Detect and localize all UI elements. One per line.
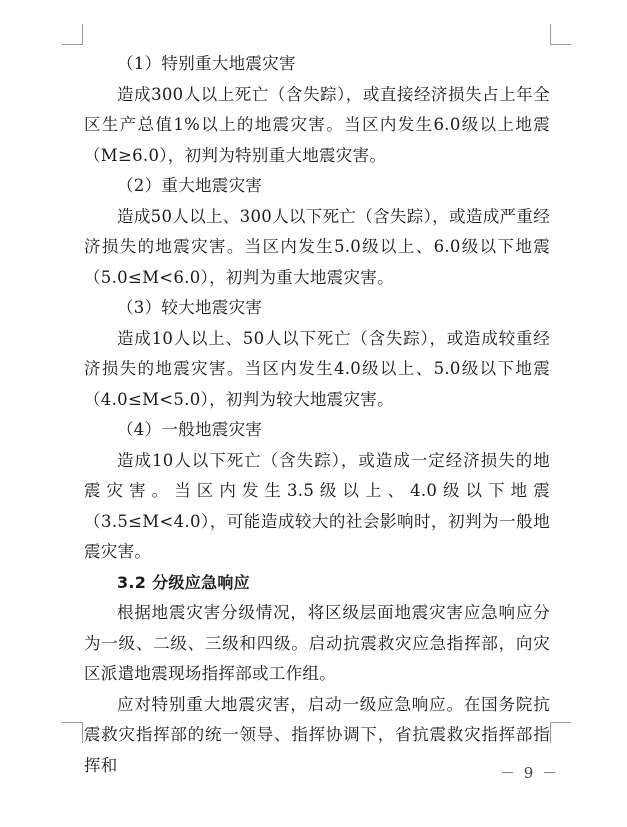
crop-mark-top-left bbox=[62, 24, 83, 45]
subheading-level-4: （4）一般地震灾害 bbox=[117, 420, 263, 439]
subheading-level-1: （1）特别重大地震灾害 bbox=[117, 54, 296, 73]
subheading-level-2: （2）重大地震灾害 bbox=[117, 176, 263, 195]
page-number: － 9 － bbox=[500, 764, 560, 782]
crop-mark-top-right bbox=[550, 24, 571, 45]
paragraph-level-3-definition: 造成10人以上、50人以下死亡（含失踪），或造成较重经济损失的地震灾害。当区内发生4.0级以上、5.0级以下地震（4.0≤M<5.0），初判为较大地震灾害。 bbox=[84, 328, 550, 409]
paragraph-response-levels: 根据地震灾害分级情况，将区级层面地震灾害应急响应分为一级、二级、三级和四级。启动抗震救灾应急指挥部，向灾区派遣地震现场指挥部或工作组。 bbox=[84, 603, 550, 683]
paragraph-level-2-definition: 造成50人以上、300人以下死亡（含失踪），或造成严重经济损失的地震灾害。当区内发生5.0级以上、6.0级以下地震（5.0≤M<6.0），初判为重大地震灾害。 bbox=[84, 206, 550, 287]
crop-mark-bottom-right bbox=[550, 722, 571, 743]
crop-mark-bottom-left bbox=[62, 722, 83, 743]
paragraph-level-4-definition: 造成10人以下死亡（含失踪），或造成一定经济损失的地震灾害。当区内发生3.5级以上、4.0级以下地震（3.5≤M<4.0），可能造成较大的社会影响时，初判为一般地震灾害。 bbox=[84, 450, 550, 561]
paragraph-level-1-response: 应对特别重大地震灾害，启动一级应急响应。在国务院抗震救灾指挥部的统一领导、指挥协调下，省抗震救灾指挥部指挥和 bbox=[84, 694, 550, 775]
subheading-level-3: （3）较大地震灾害 bbox=[117, 298, 263, 317]
section-title: 3.2 分级应急响应 bbox=[117, 572, 250, 592]
paragraph-level-1-definition: 造成300人以上死亡（含失踪），或直接经济损失占上年全区生产总值1%以上的地震灾害。当区内发生6.0级以上地震（M≥6.0），初判为特别重大地震灾害。 bbox=[84, 84, 550, 165]
document-body bbox=[84, 49, 550, 781]
